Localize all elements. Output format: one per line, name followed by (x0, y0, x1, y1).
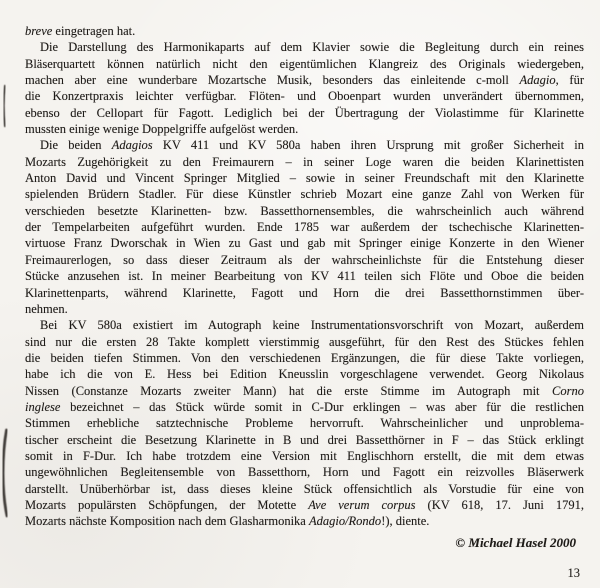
text-segment: virtuose Franz Dworschak in Wien zu Gast und gab mit Springer einige Konzerte in den Wiener (25, 236, 584, 251)
italic-text-segment: inglese (25, 399, 61, 414)
text-line (25, 513, 584, 529)
text-segment: somit in F-Dur. Ich habe trotzdem eine Version mit Englischhorn erstellt, die mit dem etwas (25, 448, 584, 463)
text-line (25, 219, 584, 235)
text-segment: habe ich die von E. Hess bei Edition Kneusslin vorgeschlagene verwendet. Georg Nikolaus (25, 367, 584, 382)
text-segment: die Konzertpraxis leichter verfügbar. Flöten- und Oboenpart wurden unverändert übernommen, (25, 89, 584, 104)
text-segment: die beiden tiefen Stimmen. Von den verschiedenen Ergänzungen, die für diese Takte vorliegen, (25, 350, 584, 365)
text-line (25, 334, 584, 350)
text-segment: Mozarts populärsten Schöpfungen, der Motette (25, 497, 309, 512)
text-segment: Die Darstellung des Harmonikaparts auf dem Klavier sowie die Begleitung durch ein reines (40, 40, 584, 55)
text-line (25, 235, 584, 251)
text-line (25, 383, 584, 399)
text-segment: , für (555, 73, 584, 88)
text-segment: darstellt. Unüberhörbar ist, dass dieses kleine Stück offensichtlich als Vorstudie für eine von (25, 481, 584, 496)
italic-text-segment: Corno (552, 383, 584, 398)
text-segment: Bei KV 580a existiert im Autograph keine Instrumentationsvorschrift von Mozart, außerdem (40, 318, 584, 333)
text-segment: verschieden besetzte Klarinetten- bzw. Bassetthornensembles, die wahrscheinlich auch während (25, 203, 584, 218)
text-line (25, 366, 584, 382)
text-line (25, 268, 584, 284)
scan-artifact-mark (4, 86, 5, 126)
text-segment: Klarinettenparts, während Klarinette, Fagott und Horn die drei Bassetthornstimmen über- (25, 285, 584, 300)
text-segment: ungewöhnlichen Begleitensemble von Bassetthorn, Horn und Fagott ein reizvolles Bläserwerk (25, 465, 584, 480)
text-segment: Die beiden (40, 138, 112, 153)
text-line (25, 481, 584, 497)
text-line (25, 72, 584, 88)
page-number: 13 (567, 566, 580, 580)
text-line (25, 23, 584, 39)
text-segment: ebenso der Cellopart für Fagott. Lediglich bei der Übertragung der Violastimme für Klarinette (25, 105, 584, 120)
text-segment: tischer erscheint die Besetzung Klarinette in B und drei Bassetthörner in F – das Stück erklingt (25, 432, 584, 447)
text-segment: Stücke anzusehen ist. In meiner Bearbeitung von KV 411 teilen sich Flöte und Oboe die beiden (25, 269, 584, 284)
text-block (25, 23, 584, 530)
text-line (25, 88, 584, 104)
text-line (25, 186, 584, 202)
text-line (25, 464, 584, 480)
text-line (25, 497, 584, 513)
text-segment: sind nur die ersten 28 Takte komplett vierstimmig ausgeführt, für den Rest des Stückes fehlen (25, 334, 584, 349)
text-segment: bezeichnet – das Stück würde somit in C-Dur erklingen – was aber für die restlichen (60, 399, 584, 414)
text-line (25, 399, 584, 415)
text-segment: !), diente. (381, 514, 430, 529)
text-segment: Mozarts nächste Komposition nach dem Glasharmonika (25, 514, 309, 529)
text-segment: Anton David und Vincent Springer Mitglied – sowie in seiner Freundschaft mit den Klarinette (25, 171, 584, 186)
text-line (25, 350, 584, 366)
text-segment: KV 411 und KV 580a haben ihren Ursprung mit großer Sicherheit in (152, 138, 584, 153)
text-segment: spielenden Brüdern Stadler. Für diese Künstler schrieb Mozart eine ganze Zahl von Werken für (25, 187, 584, 202)
text-segment: nehmen. (25, 301, 68, 316)
text-segment: der Tempelarbeiten aufgeführt wurden. Ende 1785 war außerdem der tschechische Klarinetten- (25, 220, 584, 235)
text-line (25, 170, 584, 186)
scan-artifact-mark (3, 430, 7, 516)
text-line (25, 448, 584, 464)
italic-text-segment: Ave verum corpus (308, 497, 416, 512)
text-segment: Mozarts Zugehörigkeit zu den Freimaurern – in seiner Loge waren die beiden Klarinettisten (25, 154, 584, 169)
text-line (25, 285, 584, 301)
text-line (25, 39, 584, 55)
text-line (25, 415, 584, 431)
text-line (25, 317, 584, 333)
text-line (25, 121, 584, 137)
text-line (25, 203, 584, 219)
italic-text-segment: Adagios (111, 138, 153, 153)
text-segment: eingetragen hat. (52, 24, 136, 38)
text-line (25, 301, 584, 317)
text-segment: Freimaurerlogen, so dass dieser Zeitraum als der wahrscheinlichste für die Entstehung dieser (25, 252, 584, 267)
text-segment: mussten einige wenige Doppelgriffe aufgelöst werden. (25, 122, 299, 137)
text-line (25, 105, 584, 121)
text-line (25, 432, 584, 448)
text-segment: (KV 618, 17. Juni 1791, (415, 497, 584, 512)
text-line (25, 154, 584, 170)
text-line (25, 252, 584, 268)
italic-text-segment: Adagio (519, 73, 556, 88)
text-segment: Stimmen erhebliche satztechnische Probleme hervorruft. Wahrscheinlicher und unproblema- (25, 416, 584, 431)
copyright-credit: © Michael Hasel 2000 (455, 535, 576, 550)
text-segment: Nissen (Constanze Mozarts zweiter Mann) hat die erste Stimme im Autograph mit (25, 383, 553, 398)
italic-text-segment: Adagio/Rondo (308, 514, 382, 529)
text-segment: Bläserquartett können natürlich nicht den eigentümlichen Klangreiz des Originals wiedergeben, (25, 56, 584, 71)
text-line (25, 137, 584, 153)
text-segment: machen aber eine wunderbare Mozartsche Musik, besonders das einleitende c-moll (25, 73, 520, 88)
italic-text-segment: breve (25, 24, 53, 38)
text-line (25, 56, 584, 72)
